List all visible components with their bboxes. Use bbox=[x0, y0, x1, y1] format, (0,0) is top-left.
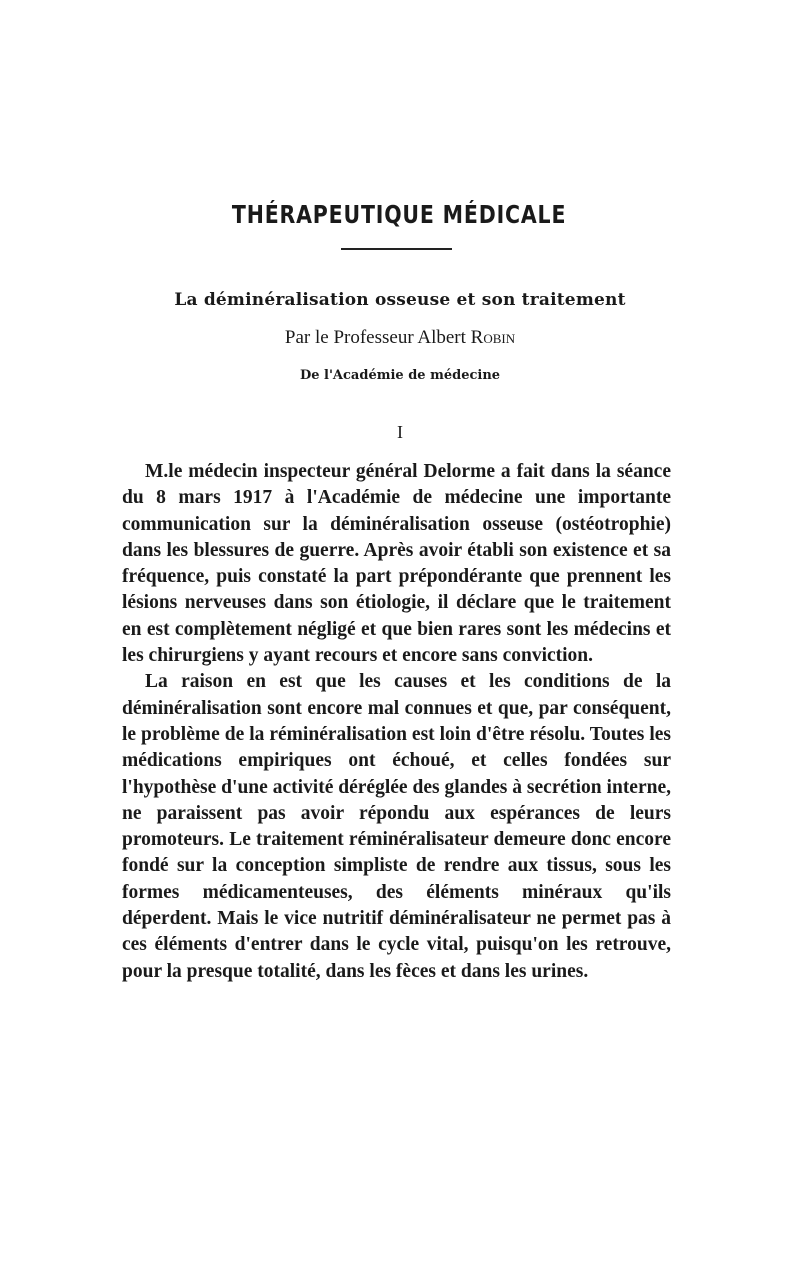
paragraph: La raison en est que les causes et les conditions de la déminéralisation sont encore mal connues et que, par conséquent, le problème de la réminéralisation est loin d'être résolu. Toutes les médications empiriques ont échoué, et celles fondées sur l'hypothèse d'une activité déréglée des glandes à secrétion interne, ne paraissent pas avoir répondu aux espérances de leurs promoteurs. Le traitement réminéralisateur demeure donc encore fondé sur la conception simpliste de rendre aux tissus, sous les formes médicamenteuses, des éléments minéraux qu'ils déperdent. Mais le vice nutritif déminéralisateur ne permet pas à ces éléments d'entrer dans le cycle vital, puisqu'on les retrouve, pour la presque totalité, dans les fèces et dans les urines. bbox=[122, 671, 671, 982]
title-rule bbox=[341, 248, 452, 250]
byline bbox=[0, 327, 800, 349]
part-number: I bbox=[397, 422, 403, 442]
byline-prefix: Par le Professeur Albert bbox=[284, 327, 471, 348]
paragraph: M.le médecin inspecteur général Delorme a fait dans la séance du 8 mars 1917 à l'Académie de médecine une importante communication sur la déminéralisation osseuse (ostéotrophie) dans les blessures de guerre. Après avoir établi son existence et sa fréquence, puis constaté la part prépondérante que prennent les lésions nerveuses dans son étiologie, il déclare que le traitement en est complètement négligé et que bien rares sont les médecins et les chirurgiens y ayant recours et encore sans conviction. bbox=[122, 461, 671, 667]
section-title: THÉRAPEUTIQUE MÉDICALE bbox=[231, 200, 567, 229]
article-body bbox=[122, 459, 671, 985]
author-surname: Robin bbox=[470, 327, 516, 348]
article-title: La déminéralisation osseuse et son traitement bbox=[174, 290, 626, 310]
author-affiliation: De l'Académie de médecine bbox=[299, 368, 501, 383]
